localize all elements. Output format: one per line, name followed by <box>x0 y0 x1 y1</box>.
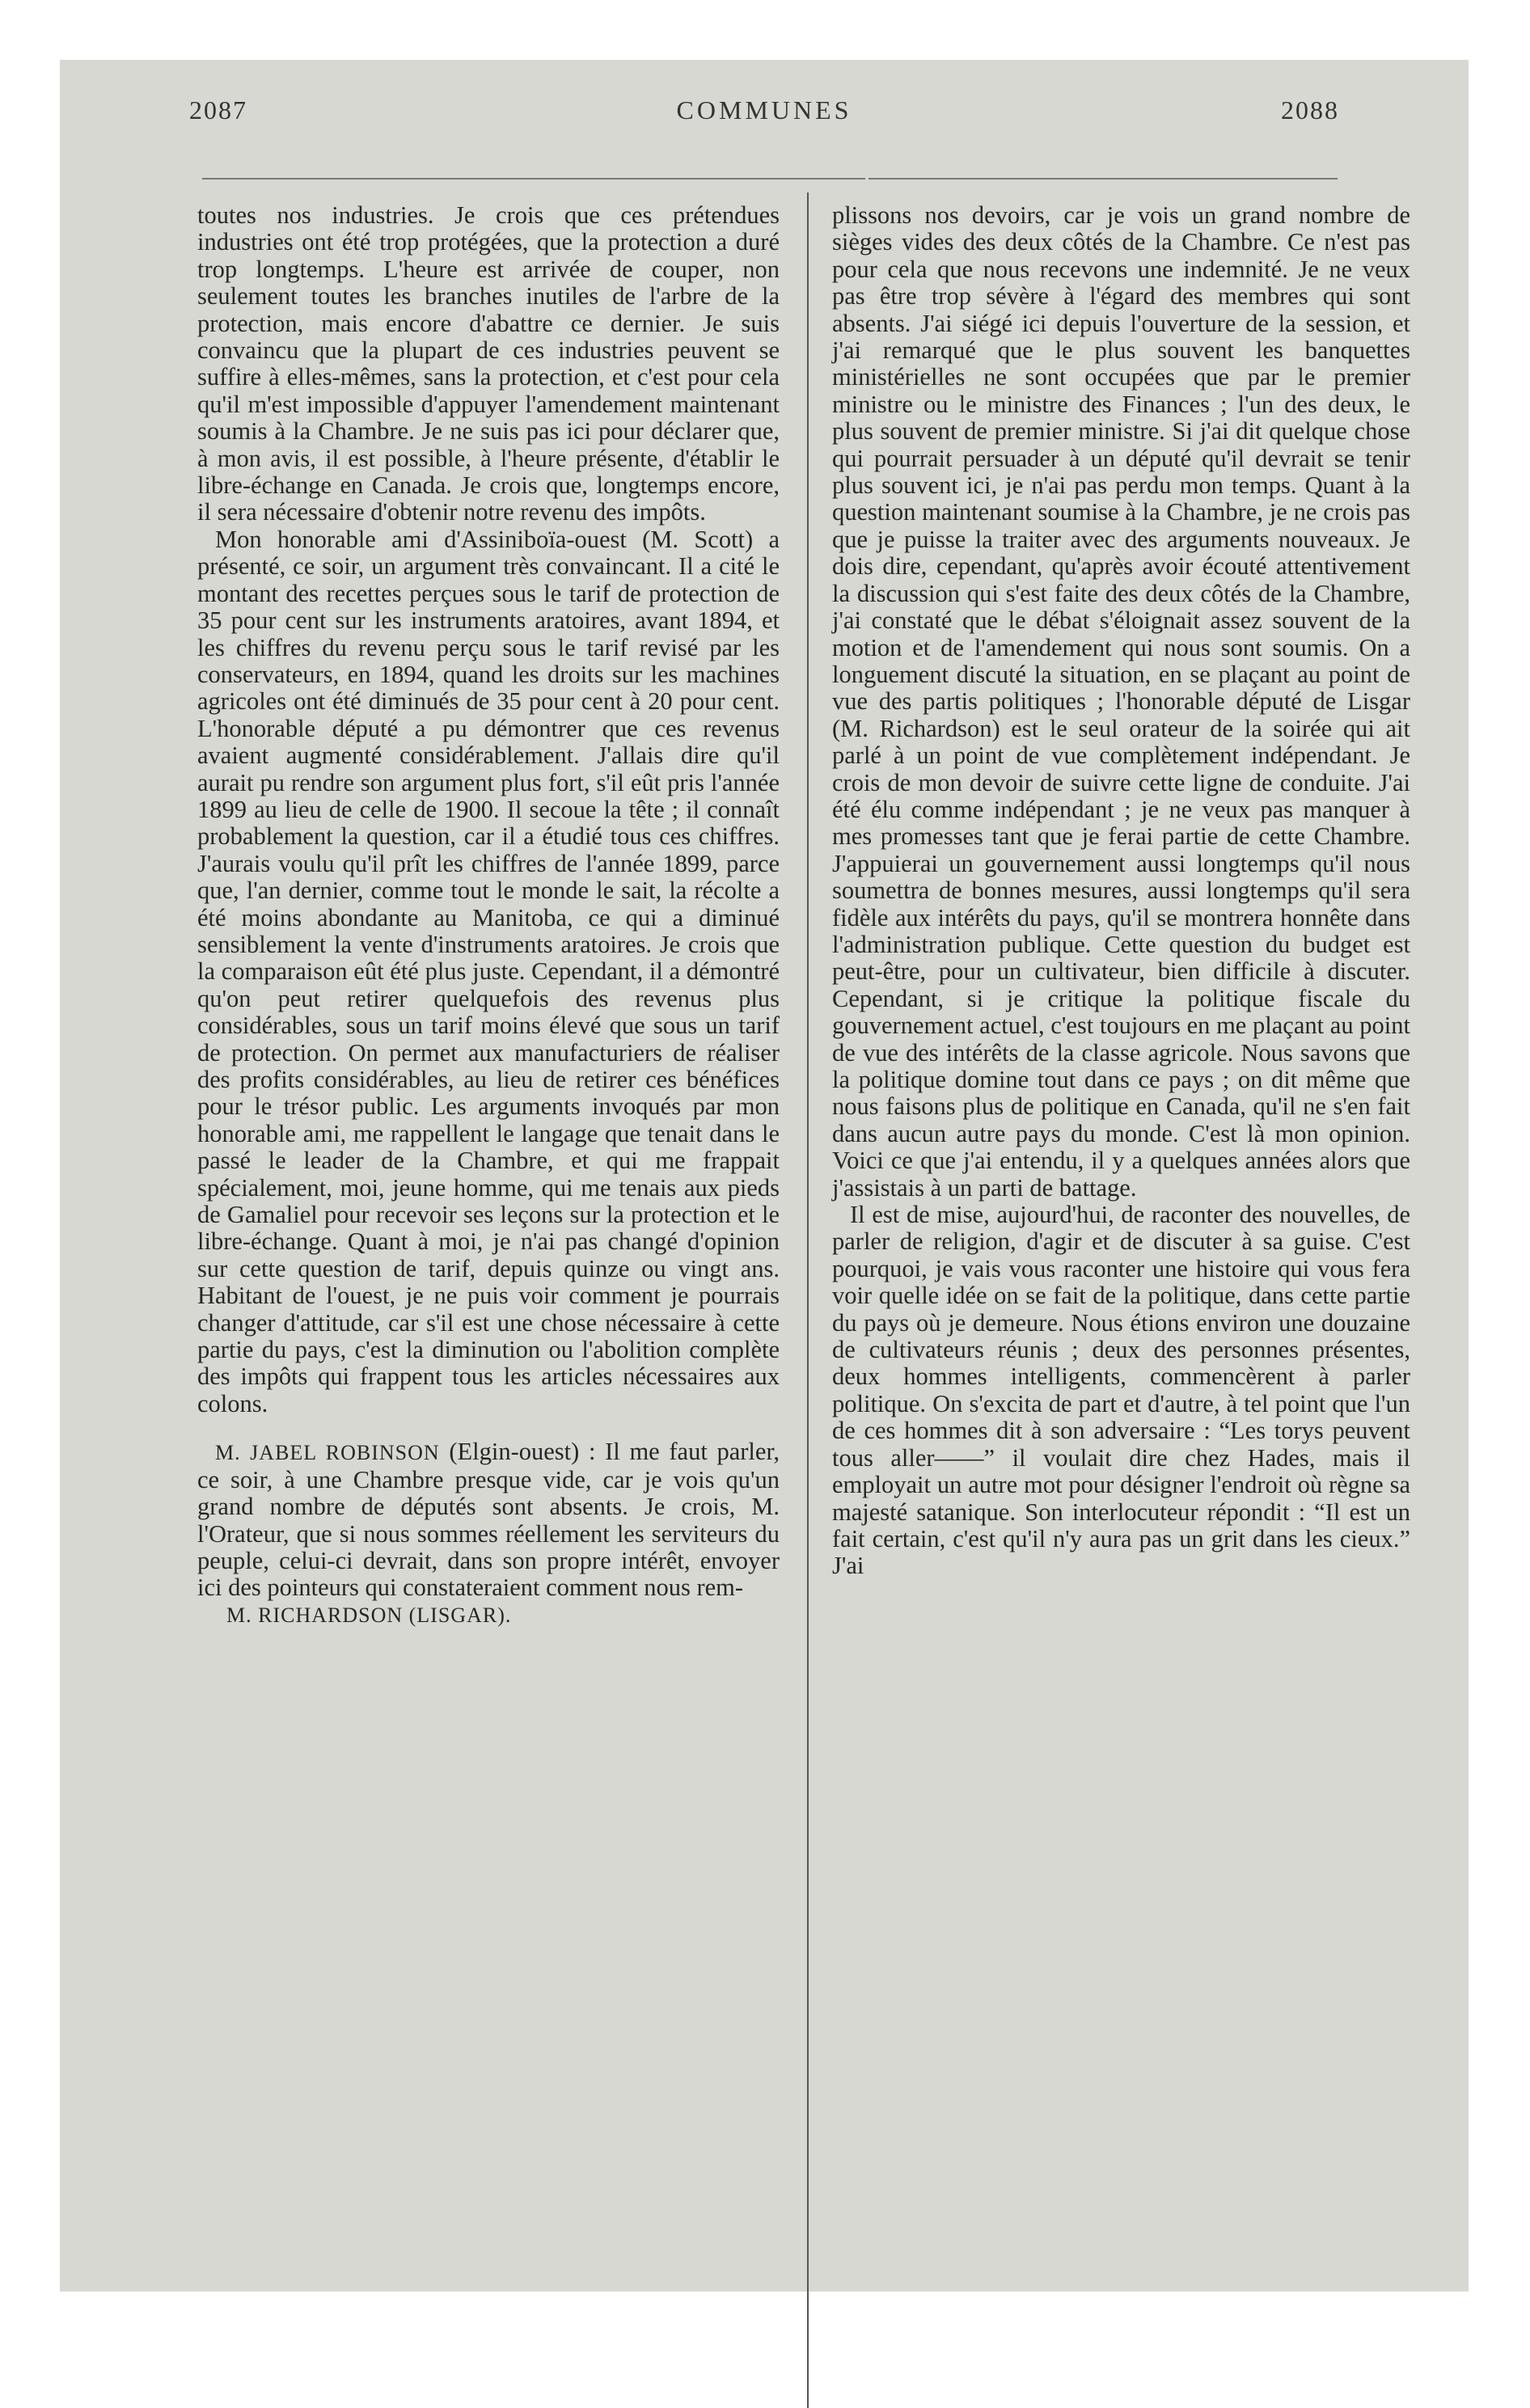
interjection: M. RICHARDSON (LISGAR). <box>226 1603 512 1627</box>
left-column <box>197 202 780 1629</box>
header-title: COMMUNES <box>676 95 852 125</box>
page-number-left: 2087 <box>189 95 247 125</box>
speech-text: (Elgin-ouest) : Il me faut parler, ce soir, à une Chambre presque vide, car je vois qu'un grand nombre de députés sont absents. Je crois, M. l'Orateur, que si nous sommes réellement les serviteurs du peuple, celui-ci devrait, dans son propre intérêt, envoyer ici des pointeurs qui constateraient comment nous rem- <box>197 1438 780 1602</box>
speaker-name: M. JABEL ROBINSON <box>215 1441 440 1465</box>
scanned-page <box>60 60 1469 2292</box>
paragraph-gap <box>197 1417 780 1438</box>
left-paragraph-2: Mon honorable ami d'Assiniboïa-ouest (M. Scott) a présenté, ce soir, un argument très convaincant. Il a cité le montant des recettes perçues sous le tarif de protection de 35 pour cent sur les instruments aratoires, avant 1894, et les chiffres du revenu perçu sous le tarif revisé par les conservateurs, en 1894, quand les droits sur les machines agricoles ont été diminués de 35 pour cent à 20 pour cent. L'honorable député a pu démontrer que ces revenus avaient augmenté considérablement. J'allais dire qu'il aurait pu rendre son argument plus fort, s'il eût pris l'année 1899 au lieu de celle de 1900. Il secoue la tête ; il connaît probablement la question, car il a étudié tous ces chiffres. J'aurais voulu qu'il prît les chiffres de l'année 1899, parce que, l'an dernier, comme tout le monde le sait, la récolte a été moins abondante au Manitoba, ce qui a diminué sensiblement la vente d'instruments aratoires. Je crois que la comparaison eût été plus juste. Cependant, il a démontré qu'on peut retirer quelquefois des revenus plus considérables, sous un tarif moins élevé que sous un tarif de protection. On permet aux manufacturiers de réaliser des profits considérables, au lieu de retirer ces bénéfices pour le trésor public. Les arguments invoqués par mon honorable ami, me rappellent le langage que tenait dans le passé le leader de la Chambre, et qui me frappait spécialement, moi, jeune homme, qui me tenais aux pieds de Gamaliel pour recevoir ses leçons sur la protection et le libre-échange. Quant à moi, je n'ai pas changé d'opinion sur cette question de tarif, depuis quinze ou vingt ans. Habitant de l'ouest, je ne puis voir comment je pourrais changer d'attitude, car s'il est une chose nécessaire à cette partie du pays, c'est la diminution ou l'abolition complète des impôts qui frappent tous les articles nécessaires aux colons. <box>197 525 780 1417</box>
left-paragraph-1: toutes nos industries. Je crois que ces prétendues industries ont été trop protégées, que la protection a duré trop longtemps. L'heure est arrivée de couper, non seulement toutes les branches inutiles de l'arbre de la protection, mais encore d'abattre ce dernier. Je suis convaincu que la plupart de ces industries peuvent se suffire à elles-mêmes, sans la protection, et c'est pour cela qu'il m'est impossible d'appuyer l'amendement maintenant soumis à la Chambre. Je ne suis pas ici pour déclarer que, à mon avis, il est possible, à l'heure présente, d'établir le libre-échange en Canada. Je crois que, longtemps encore, il sera nécessaire d'obtenir notre revenu des impôts. <box>197 201 780 526</box>
right-paragraph-1: plissons nos devoirs, car je vois un grand nombre de sièges vides des deux côtés de la Chambre. Ce n'est pas pour cela que nous recevons une indemnité. Je ne veux pas être trop sévère à l'égard des membres qui sont absents. J'ai siégé ici depuis l'ouverture de la session, et j'ai remarqué que le plus souvent les banquettes ministérielles ne sont occupées que par le premier ministre ou le ministre des Finances ; l'un des deux, le plus souvent de premier ministre. Si j'ai dit quelque chose qui pourrait persuader à un député qu'il devrait se tenir plus souvent ici, je n'ai pas perdu mon temps. Quant à la question maintenant soumise à la Chambre, je ne crois pas que je puisse la traiter avec des arguments nouveaux. Je dois dire, cependant, qu'après avoir écouté attentivement la discussion qui s'est faite des deux côtés de la Chambre, j'ai constaté que le débat s'éloignait assez souvent de la motion et de l'amendement qui nous sont soumis. On a longuement discuté la situation, en se plaçant au point de vue des partis politiques ; l'honorable député de Lisgar (M. Richardson) est le seul orateur de la soirée qui ait parlé à un point de vue complètement indépendant. Je crois de mon devoir de suivre cette ligne de conduite. J'ai été élu comme indépendant ; je ne veux pas manquer à mes promesses tant que je ferai partie de cette Chambre. J'appuierai un gouvernement aussi longtemps qu'il nous soumettra de bonnes mesures, aussi longtemps qu'il sera fidèle aux intérêts du pays, qu'il se montrera honnête dans l'administration publique. Cette question du budget est peut-être, pour un cultivateur, bien difficile à discuter. Cependant, si je critique la politique fiscale du gouvernement actuel, c'est toujours en me plaçant au point de vue des intérêts de la classe agricole. Nous savons que la politique domine tout dans ce pays ; on dit même que nous faisons plus de politique en Canada, qu'il ne s'en fait dans aucun autre pays du monde. C'est là mon opinion. Voici ce que j'ai entendu, il y a quelques années alors que j'assistais à un parti de battage. <box>832 201 1410 1202</box>
running-header <box>60 95 1469 144</box>
header-rule-right <box>869 178 1338 180</box>
right-column <box>832 202 1410 1580</box>
header-rule-left <box>202 178 865 180</box>
column-divider <box>807 192 809 2408</box>
page-number-right: 2088 <box>1281 95 1339 125</box>
left-paragraph-3 <box>197 1438 780 1601</box>
right-paragraph-2: Il est de mise, aujourd'hui, de raconter des nouvelles, de parler de religion, d'agir et de discuter à sa guise. C'est pourquoi, je vais vous raconter une histoire qui vous fera voir quelle idée on se fait de la politique, dans cette partie du pays où je demeure. Nous étions environ une douzaine de cultivateurs réunis ; deux des personnes présentes, deux hommes intelligents, commencèrent à parler politique. On s'excita de part et d'autre, à tel point que l'un de ces hommes dit à son adversaire : “Les torys peuvent tous aller——” il voulait dire chez Hades, mais il employait un autre mot pour désigner l'endroit où règne sa majesté satanique. Son interlocuteur répondit : “Il est un fait certain, c'est qu'il n'y aura pas un grit dans les cieux.” J'ai <box>832 1201 1410 1580</box>
